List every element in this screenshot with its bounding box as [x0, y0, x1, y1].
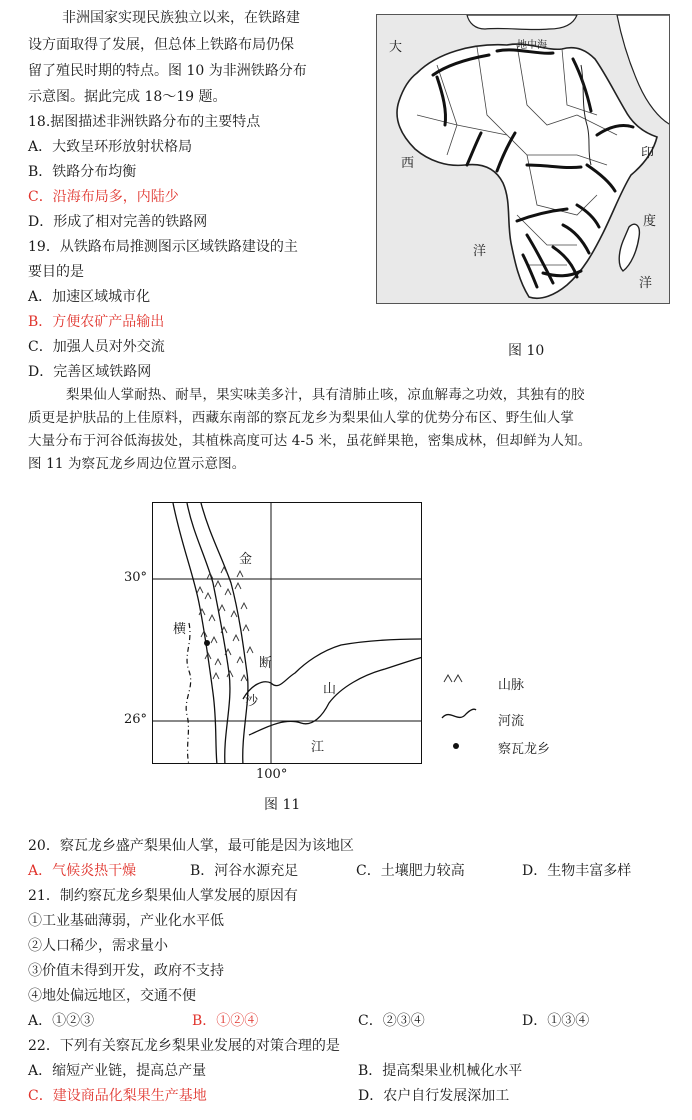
legend-town-label: 察瓦龙乡	[498, 742, 551, 757]
ocean-label-yang-east: 洋	[639, 276, 653, 291]
europe-edge	[467, 15, 577, 30]
q19-option-b-answer: B．方便农矿产品输出	[28, 314, 165, 330]
legend-town-icon	[453, 743, 459, 749]
q19-option-d: D．完善区域铁路网	[28, 364, 152, 380]
q22-options-row-1	[28, 1061, 668, 1081]
legend-symbols	[440, 668, 480, 758]
passage-line-3: 大量分布于河谷低海拔处，其植株高度可达 4-5 米，虽花鲜果艳，密集成林，但却鲜为人知。	[28, 433, 592, 449]
mountain-symbols	[197, 567, 253, 681]
q21-option-b-answer: B．①②④	[192, 1013, 259, 1029]
ocean-label-du: 度	[643, 214, 657, 229]
figure-11-caption: 图 11	[264, 797, 301, 813]
intro-line-3: 留了殖民时期的特点。图 10 为非洲铁路分布	[28, 63, 307, 79]
intro-line-2: 设方面取得了发展，但总体上铁路布局仍保	[28, 37, 294, 53]
map-label-heng: 横	[173, 622, 187, 637]
q19-option-c: C．加强人员对外交流	[28, 339, 165, 355]
mediterranean-label: 地中海	[517, 40, 547, 51]
passage-line-1: 梨果仙人掌耐热、耐旱，果实味美多汁，具有清肺止咳，凉血解毒之功效，其独有的胶	[66, 387, 585, 403]
map-label-duan: 断	[259, 656, 273, 671]
ocean-label-da: 大	[389, 40, 403, 55]
q21-options	[28, 1011, 668, 1031]
chawalong-map-drawing	[153, 503, 422, 764]
q21-statement-3: ③价值未得到开发，政府不支持	[28, 963, 224, 979]
q19-stem-line-1: 19．从铁路布局推测图示区域铁路建设的主	[28, 239, 298, 255]
q18-stem: 18.据图描述非洲铁路分布的主要特点	[28, 114, 261, 130]
q22-option-b: B．提高梨果业机械化水平	[358, 1063, 523, 1079]
boundary-line	[186, 623, 191, 764]
q21-option-d: D．①③④	[522, 1013, 590, 1029]
q20-stem: 20．察瓦龙乡盛产梨果仙人掌，最可能是因为该地区	[28, 838, 354, 854]
latitude-26-label: 26°	[124, 712, 148, 727]
q22-stem: 22．下列有关察瓦龙乡梨果业发展的对策合理的是	[28, 1038, 340, 1054]
q21-option-a: A．①②③	[28, 1013, 95, 1029]
map-label-jiang: 江	[311, 740, 325, 755]
passage-line-2: 质更是护肤品的上佳原料，西藏东南部的察瓦龙乡为梨果仙人掌的优势分布区、野生仙人掌	[28, 410, 574, 426]
q21-option-c: C．②③④	[358, 1013, 425, 1029]
q21-statement-4: ④地处偏远地区，交通不便	[28, 988, 196, 1004]
cactus-passage	[28, 384, 668, 476]
figure-10-caption: 图 10	[508, 343, 545, 359]
q20-option-b: B．河谷水源充足	[190, 863, 299, 879]
jinsha-river-east-bank	[201, 503, 248, 764]
q20-option-a-answer: A．气候炎热干燥	[28, 863, 137, 879]
q21-statement-2: ②人口稀少，需求量小	[28, 938, 168, 954]
ocean-label-yang-west: 洋	[473, 244, 487, 259]
q22-option-c-answer: C．建设商品化梨果生产基地	[28, 1088, 207, 1104]
passage-line-4: 图 11 为察瓦龙乡周边位置示意图。	[28, 456, 246, 472]
q22-option-d: D．农户自行发展深加工	[358, 1088, 510, 1104]
q20-option-c: C．土壤肥力较高	[356, 863, 465, 879]
madagascar-island	[619, 224, 639, 271]
q18-option-c-answer: C．沿海布局多，内陆少	[28, 189, 179, 205]
ocean-label-xi: 西	[401, 156, 415, 171]
chawalong-town-dot	[204, 640, 210, 646]
africa-map-drawing	[377, 15, 670, 304]
legend-mountain-icon	[444, 675, 462, 682]
intro-line-4: 示意图。据此完成 18～19 题。	[28, 89, 227, 105]
q21-statement-1: ①工业基础薄弱，产业化水平低	[28, 913, 224, 929]
legend-mountain-label: 山脉	[498, 678, 525, 693]
q18-option-d: D．形成了相对完善的铁路网	[28, 214, 208, 230]
intro-line-1: 非洲国家实现民族独立以来，在铁路建	[62, 10, 300, 26]
q18-option-b: B．铁路分布均衡	[28, 164, 137, 180]
map-label-jin: 金	[239, 552, 253, 567]
legend-river-label: 河流	[498, 714, 525, 729]
longitude-100-label: 100°	[256, 767, 288, 782]
latitude-30-label: 30°	[124, 570, 148, 585]
jinsha-river-west-bank	[187, 503, 230, 764]
legend-river-icon	[442, 709, 476, 718]
chawalong-location-map	[152, 502, 422, 764]
q18-option-a: A．大致呈环形放射状格局	[28, 139, 193, 155]
map-label-sha: 沙	[245, 694, 259, 709]
q19-option-a: A．加速区域城市化	[28, 289, 151, 305]
q21-stem: 21．制约察瓦龙乡梨果仙人掌发展的原因有	[28, 888, 298, 904]
q20-option-d: D．生物丰富多样	[522, 863, 632, 879]
q19-stem-line-2: 要目的是	[28, 264, 84, 280]
africa-railway-map	[376, 14, 670, 304]
q22-option-a: A．缩短产业链，提高总产量	[28, 1063, 207, 1079]
ocean-label-yin: 印	[641, 146, 655, 161]
q22-options-row-2	[28, 1086, 668, 1106]
q20-options	[28, 861, 668, 881]
map-label-shan: 山	[323, 682, 337, 697]
